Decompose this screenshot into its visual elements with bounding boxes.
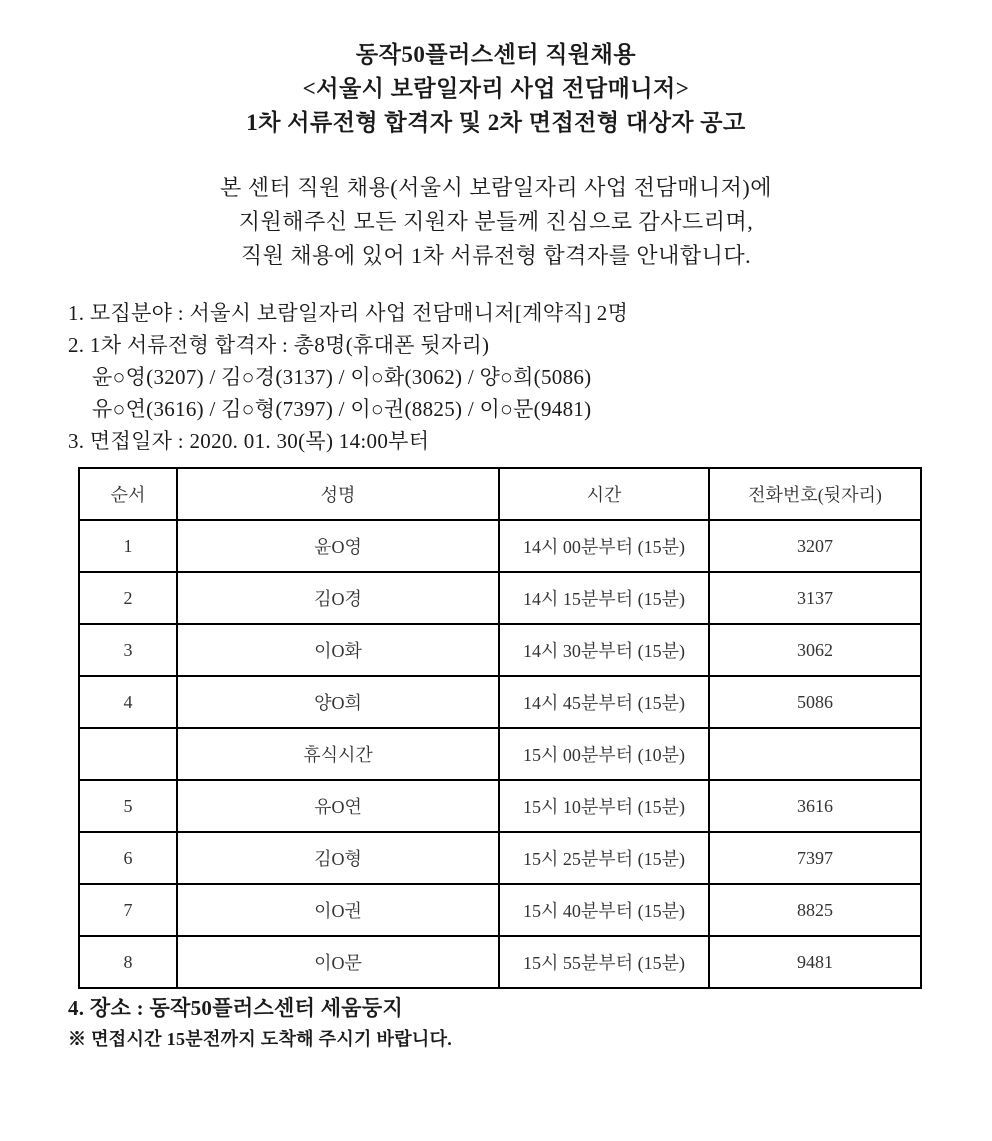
header-name: 성명 [177,468,499,520]
header-order: 순서 [79,468,177,520]
cell-order: 3 [79,624,177,676]
intro-line-3: 직원 채용에 있어 1차 서류전형 합격자를 안내합니다. [240,243,752,268]
table-row [79,520,921,572]
cell-name: 윤O영 [177,520,499,572]
title-line-center-name: 동작50플러스센터 직원채용 [355,42,637,67]
cell-name: 유O연 [177,780,499,832]
cell-order: 8 [79,936,177,988]
table-header-row [79,468,921,520]
cell-phone [709,728,921,780]
cell-order: 5 [79,780,177,832]
cell-phone: 3137 [709,572,921,624]
numbered-list [0,297,992,457]
cell-name: 김O형 [177,832,499,884]
table-row [79,572,921,624]
table-row [79,884,921,936]
cell-phone: 3616 [709,780,921,832]
cell-order [79,728,177,780]
cell-time: 14시 45분부터 (15분) [499,676,709,728]
list-item-interview-date: 3. 면접일자 : 2020. 01. 30(목) 14:00부터 [68,429,430,453]
cell-order: 6 [79,832,177,884]
cell-phone: 8825 [709,884,921,936]
cell-name: 김O경 [177,572,499,624]
table-row [79,936,921,988]
title-line-announcement: 1차 서류전형 합격자 및 2차 면접전형 대상자 공고 [246,110,746,135]
cell-phone: 3062 [709,624,921,676]
list-item-recruitment-field: 1. 모집분야 : 서울시 보람일자리 사업 전담매니저[계약직] 2명 [68,301,629,325]
intro-line-1: 본 센터 직원 채용(서울시 보람일자리 사업 전담매니저)에 [220,175,772,200]
cell-time: 15시 40분부터 (15분) [499,884,709,936]
cell-name: 이O권 [177,884,499,936]
cell-order: 4 [79,676,177,728]
cell-time: 15시 00분부터 (10분) [499,728,709,780]
cell-order: 7 [79,884,177,936]
intro-line-2: 지원해주신 모든 지원자 분들께 진심으로 감사드리며, [238,209,754,234]
cell-time: 14시 00분부터 (15분) [499,520,709,572]
cell-time: 15시 10분부터 (15분) [499,780,709,832]
cell-order: 1 [79,520,177,572]
passers-names-line-2: 유○연(3616) / 김○형(7397) / 이○권(8825) / 이○문(9481) [92,397,592,421]
cell-name: 양O희 [177,676,499,728]
cell-name: 휴식시간 [177,728,499,780]
table-row [79,832,921,884]
header-time: 시간 [499,468,709,520]
cell-time: 14시 30분부터 (15분) [499,624,709,676]
cell-phone: 3207 [709,520,921,572]
cell-phone: 5086 [709,676,921,728]
header-phone: 전화번호(뒷자리) [709,468,921,520]
cell-order: 2 [79,572,177,624]
arrival-note: ※ 면접시간 15분전까지 도착해 주시기 바랍니다. [68,1029,453,1049]
list-item-location: 4. 장소 : 동작50플러스센터 세움둥지 [68,996,404,1020]
cell-time: 14시 15분부터 (15분) [499,572,709,624]
document-title [0,0,992,140]
cell-phone: 7397 [709,832,921,884]
table-row [79,624,921,676]
table-row-break [79,728,921,780]
title-line-position: <서울시 보람일자리 사업 전담매니저> [302,76,690,101]
cell-time: 15시 55분부터 (15분) [499,936,709,988]
passers-names-line-1: 윤○영(3207) / 김○경(3137) / 이○화(3062) / 양○희(5086) [92,365,592,389]
cell-time: 15시 25분부터 (15분) [499,832,709,884]
intro-paragraph [0,171,992,273]
list-item-first-round-passers: 2. 1차 서류전형 합격자 : 총8명(휴대폰 뒷자리) [68,333,490,357]
interview-schedule-table [78,467,922,989]
cell-name: 이O화 [177,624,499,676]
cell-phone: 9481 [709,936,921,988]
table-row [79,676,921,728]
table-row [79,780,921,832]
cell-name: 이O문 [177,936,499,988]
